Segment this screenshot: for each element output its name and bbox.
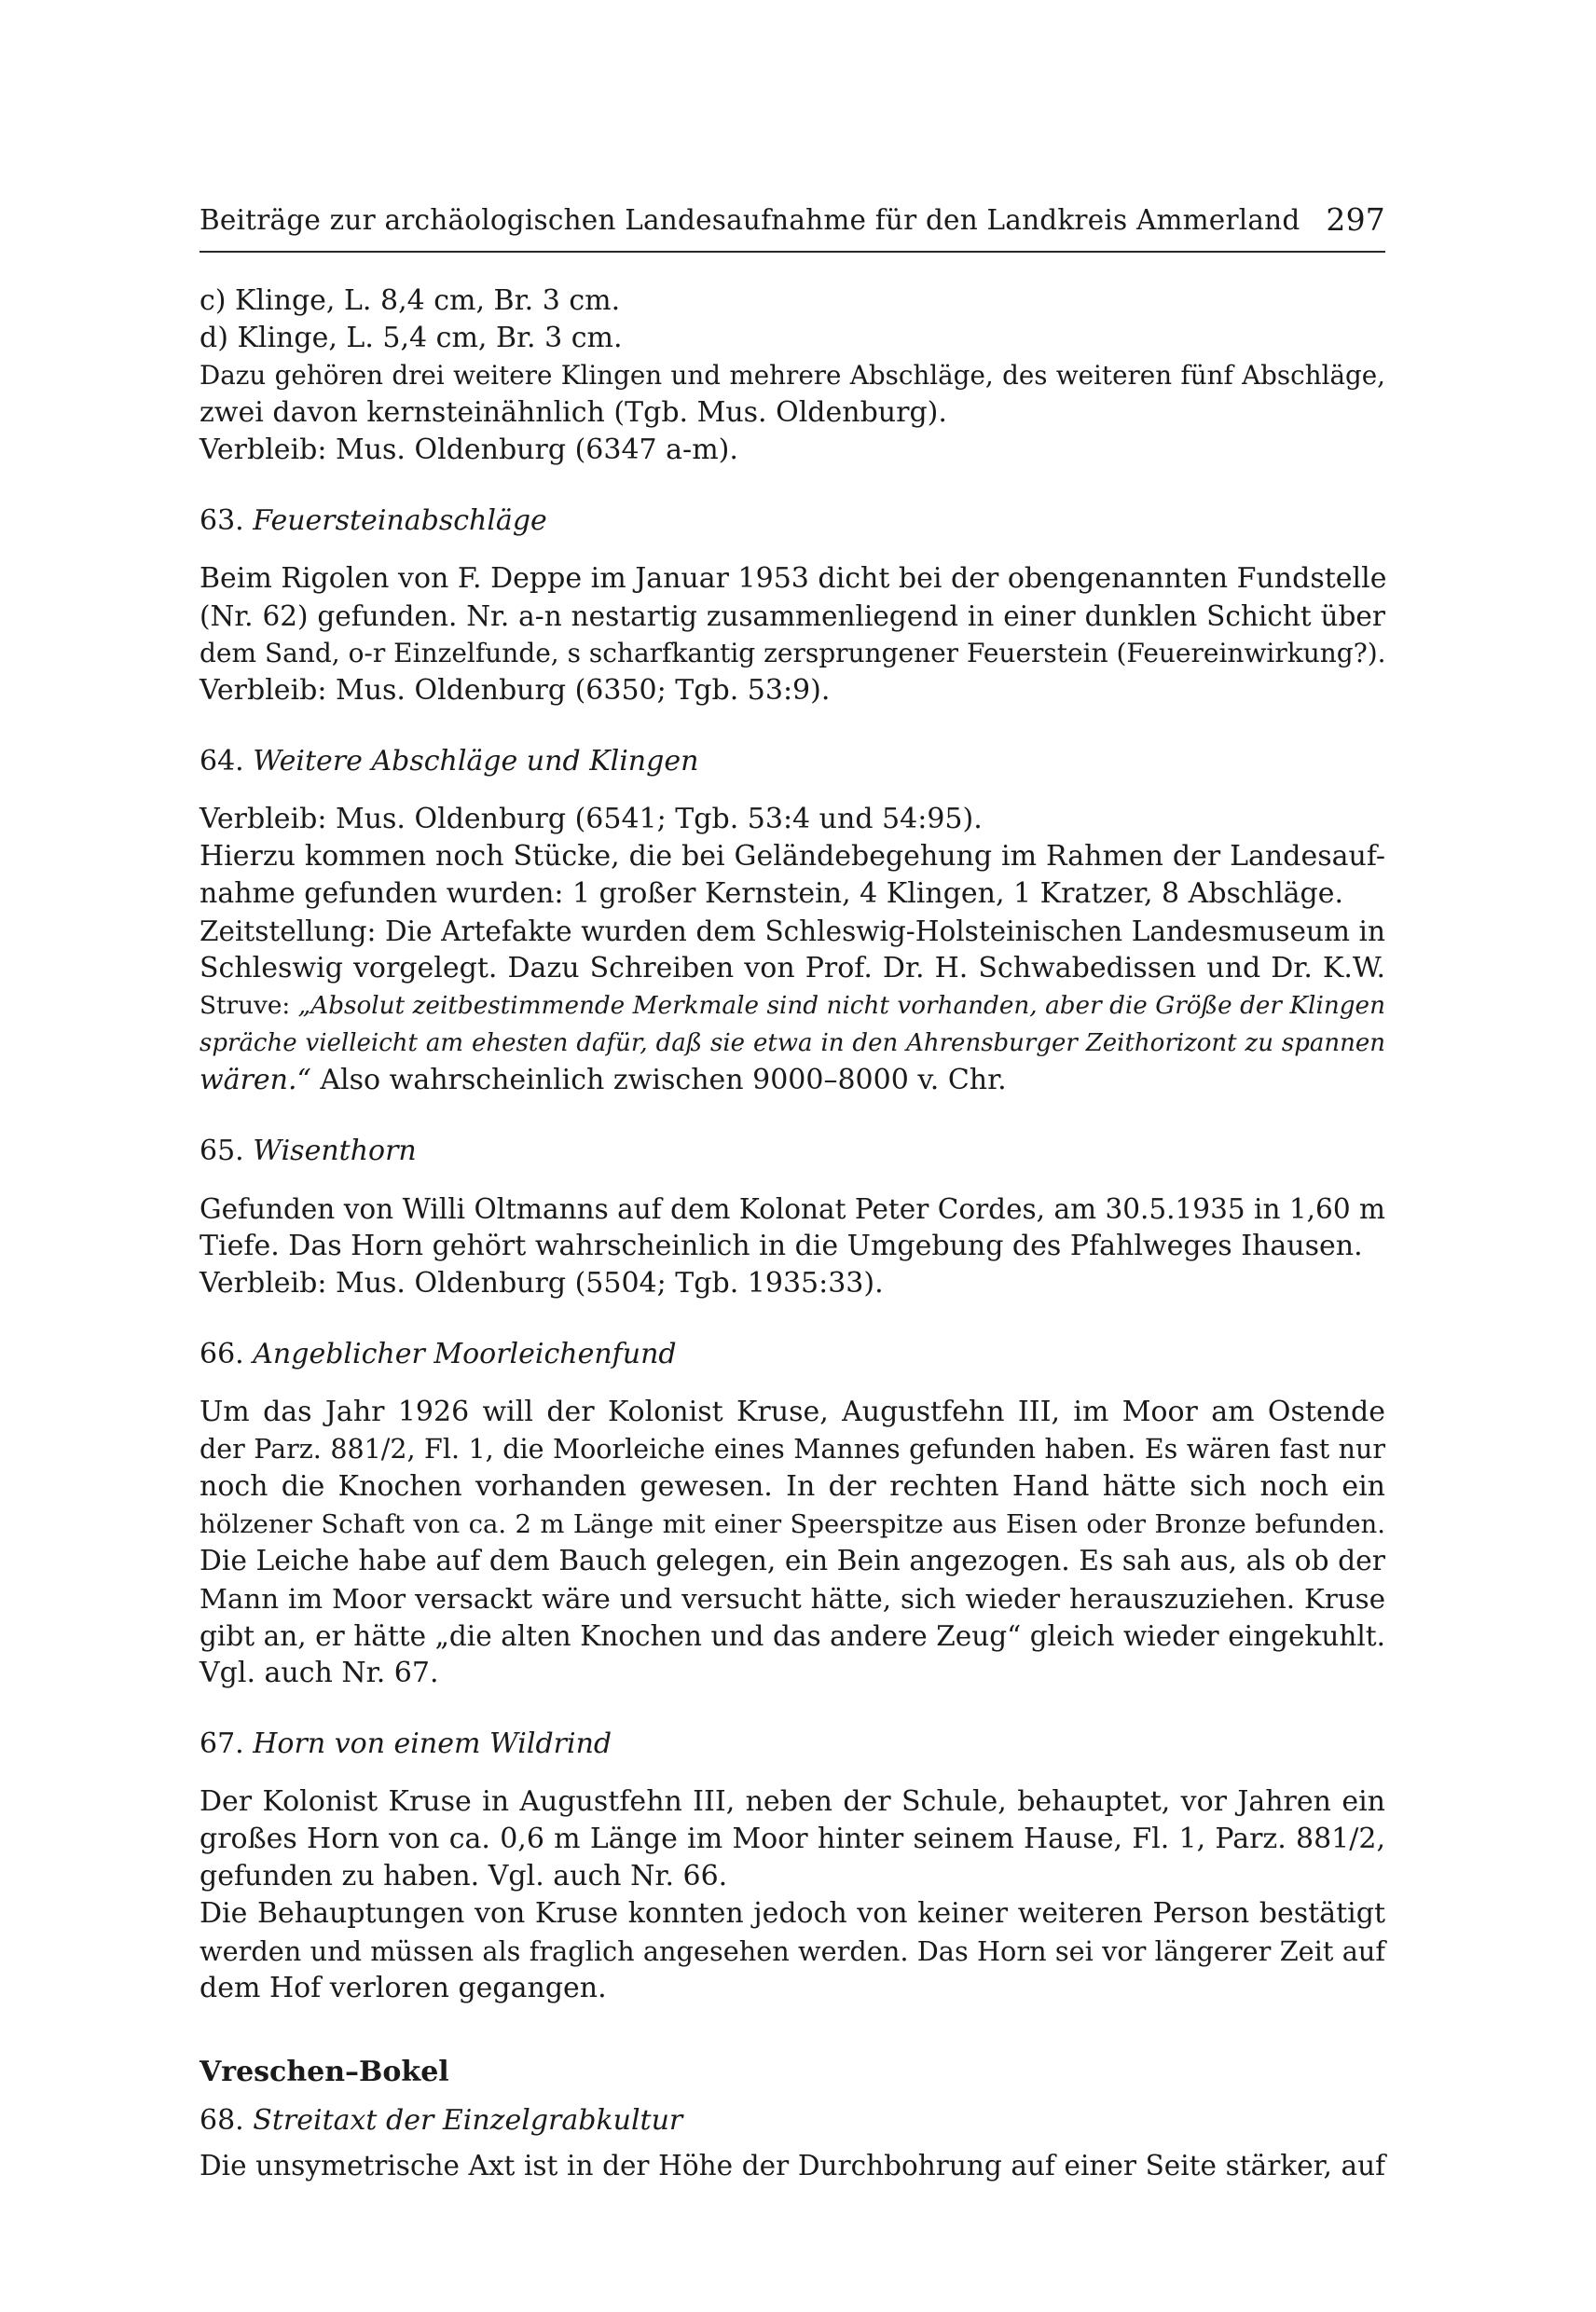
section-heading: Vreschen–Bokel	[200, 2056, 449, 2088]
text-line: Verbleib: Mus. Oldenburg (5504; Tgb. 1935:33).	[200, 1267, 884, 1300]
text-line: Verbleib: Mus. Oldenburg (6541; Tgb. 53:4 und 54:95).	[200, 803, 983, 835]
text-line: Verbleib: Mus. Oldenburg (6347 a-m).	[200, 434, 738, 466]
text-line: Mann im Moor versackt wäre und versucht hätte, sich wieder herauszuziehen. Kruse	[200, 1583, 1385, 1615]
entry-title: Streitaxt der Einzelgrabkultur	[253, 2104, 683, 2137]
entry-number: 67.	[200, 1727, 244, 1760]
text-line: Gefunden von Willi Oltmanns auf dem Kolonat Peter Cordes, am 30.5.1935 in 1,60 m	[200, 1193, 1385, 1225]
text-line: dem Hof verloren gegangen.	[200, 1972, 607, 2004]
text-line: Hierzu kommen noch Stücke, die bei Geländebegehung im Rahmen der Landesauf-	[200, 840, 1385, 873]
quote-text: „Absolut zeitbestimmende Merkmale sind nicht vorhanden, aber die Größe der Klingen	[297, 992, 1385, 1020]
entry-number: 64.	[200, 745, 244, 778]
text-line: großes Horn von ca. 0,6 m Länge im Moor hinter seinem Hause, Fl. 1, Parz. 881/2,	[200, 1823, 1385, 1855]
entry-body-66	[200, 1394, 1385, 1692]
text-line: Vgl. auch Nr. 67.	[200, 1657, 439, 1689]
entry-title: Horn von einem Wildrind	[253, 1727, 612, 1760]
entry-number: 65.	[200, 1135, 244, 1167]
text-line: gibt an, er hätte „die alten Knochen und das andere Zeug“ gleich wieder eingekuhlt.	[200, 1620, 1385, 1652]
entry-body-63	[200, 560, 1385, 709]
text-line: noch die Knochen vorhanden gewesen. In der rechten Hand hätte sich noch ein	[200, 1470, 1385, 1503]
entry-body-68	[200, 2147, 1385, 2184]
page-number: 297	[1326, 201, 1385, 238]
quote-tail: Also wahrscheinlich zwischen 9000–8000 v. Chr.	[310, 1064, 1007, 1096]
header-title: Beiträge zur archäologischen Landesaufnahme für den Landkreis Ammerland	[200, 204, 1300, 236]
entry-heading-67	[200, 1726, 1385, 1763]
text-line: Der Kolonist Kruse in Augustfehn III, neben der Schule, behauptet, vor Jahren ein	[200, 1785, 1385, 1818]
entry-title: Angeblicher Moorleichenfund	[253, 1338, 677, 1370]
text-line: Tiefe. Das Horn gehört wahrscheinlich in die Umgebung des Pfahlweges Ihausen.	[200, 1230, 1363, 1262]
text-line: d) Klinge, L. 5,4 cm, Br. 3 cm.	[200, 322, 623, 354]
text-line: Verbleib: Mus. Oldenburg (6350; Tgb. 53:9).	[200, 674, 831, 707]
entry-heading-65	[200, 1133, 1385, 1170]
quote-text: wären.“	[200, 1064, 311, 1096]
page-body	[200, 282, 1385, 2184]
entry-body-64	[200, 801, 1385, 1099]
intro-block	[200, 282, 1385, 469]
entry-title: Feuersteinabschläge	[253, 504, 547, 537]
text-line: Die Leiche habe auf dem Bauch gelegen, ein Bein angezogen. Es sah aus, als ob der	[200, 1545, 1385, 1577]
entry-body-65	[200, 1190, 1385, 1302]
text-line: werden und müssen als fraglich angesehen werden. Das Horn sei vor längerer Zeit auf	[200, 1935, 1385, 1967]
quote-line	[200, 1025, 1385, 1062]
text-line: Die unsymetrische Axt ist in der Höhe der Durchbohrung auf einer Seite stärker, auf	[200, 2150, 1385, 2181]
text-line: der Parz. 881/2, Fl. 1, die Moorleiche eines Mannes gefunden haben. Es wären fast nur	[200, 1434, 1385, 1465]
entry-heading-63	[200, 502, 1385, 540]
quote-line	[200, 1062, 1385, 1099]
text-line: Die Behauptungen von Kruse konnten jedoch von keiner weiteren Person bestätigt	[200, 1897, 1385, 1930]
entry-body-67	[200, 1783, 1385, 2007]
header-rule	[200, 251, 1385, 253]
text-line: dem Sand, o-r Einzelfunde, s scharfkantig zersprungener Feuerstein (Feuereinwirkung?).	[200, 638, 1386, 668]
text-line: gefunden zu haben. Vgl. auch Nr. 66.	[200, 1860, 728, 1892]
entry-number: 63.	[200, 504, 244, 537]
running-header	[200, 194, 1385, 246]
quote-line	[200, 987, 1385, 1025]
entry-heading-68	[200, 2102, 1385, 2140]
entry-title: Wisenthorn	[253, 1135, 417, 1167]
entry-heading-64	[200, 743, 1385, 780]
text-line: Schleswig vorgelegt. Dazu Schreiben von Prof. Dr. H. Schwabedissen und Dr. K.W.	[200, 952, 1385, 984]
entry-heading-66	[200, 1336, 1385, 1373]
entry-number: 68.	[200, 2104, 244, 2137]
entry-number: 66.	[200, 1338, 244, 1370]
text-line: Beim Rigolen von F. Deppe im Januar 1953 dicht bei der obengenannten Fundstelle	[200, 562, 1387, 595]
text-line: Zeitstellung: Die Artefakte wurden dem Schleswig-Holsteinischen Landesmuseum in	[200, 915, 1385, 947]
text-line: hölzener Schaft von ca. 2 m Länge mit einer Speerspitze aus Eisen oder Bronze befunden.	[200, 1509, 1385, 1539]
text-line: c) Klinge, L. 8,4 cm, Br. 3 cm.	[200, 284, 621, 317]
text-line: nahme gefunden wurden: 1 großer Kernstein, 4 Klingen, 1 Kratzer, 8 Abschläge.	[200, 877, 1344, 910]
quote-text: spräche vielleicht am ehesten dafür, daß sie etwa in den Ahrensburger Zeithorizont zu spannen	[200, 1029, 1385, 1057]
entry-title: Weitere Abschläge und Klingen	[253, 745, 699, 778]
text-line: Um das Jahr 1926 will der Kolonist Kruse, Augustfehn III, im Moor am Ostende	[200, 1396, 1385, 1428]
text-line: (Nr. 62) gefunden. Nr. a-n nestartig zusammenliegend in einer dunklen Schicht über	[200, 600, 1385, 632]
text-line: Dazu gehören drei weitere Klingen und mehrere Abschläge, des weiteren fünf Abschläge,	[200, 360, 1385, 391]
text-line: zwei davon kernsteinähnlich (Tgb. Mus. Oldenburg).	[200, 396, 947, 429]
quote-lead: Struve:	[200, 992, 298, 1020]
